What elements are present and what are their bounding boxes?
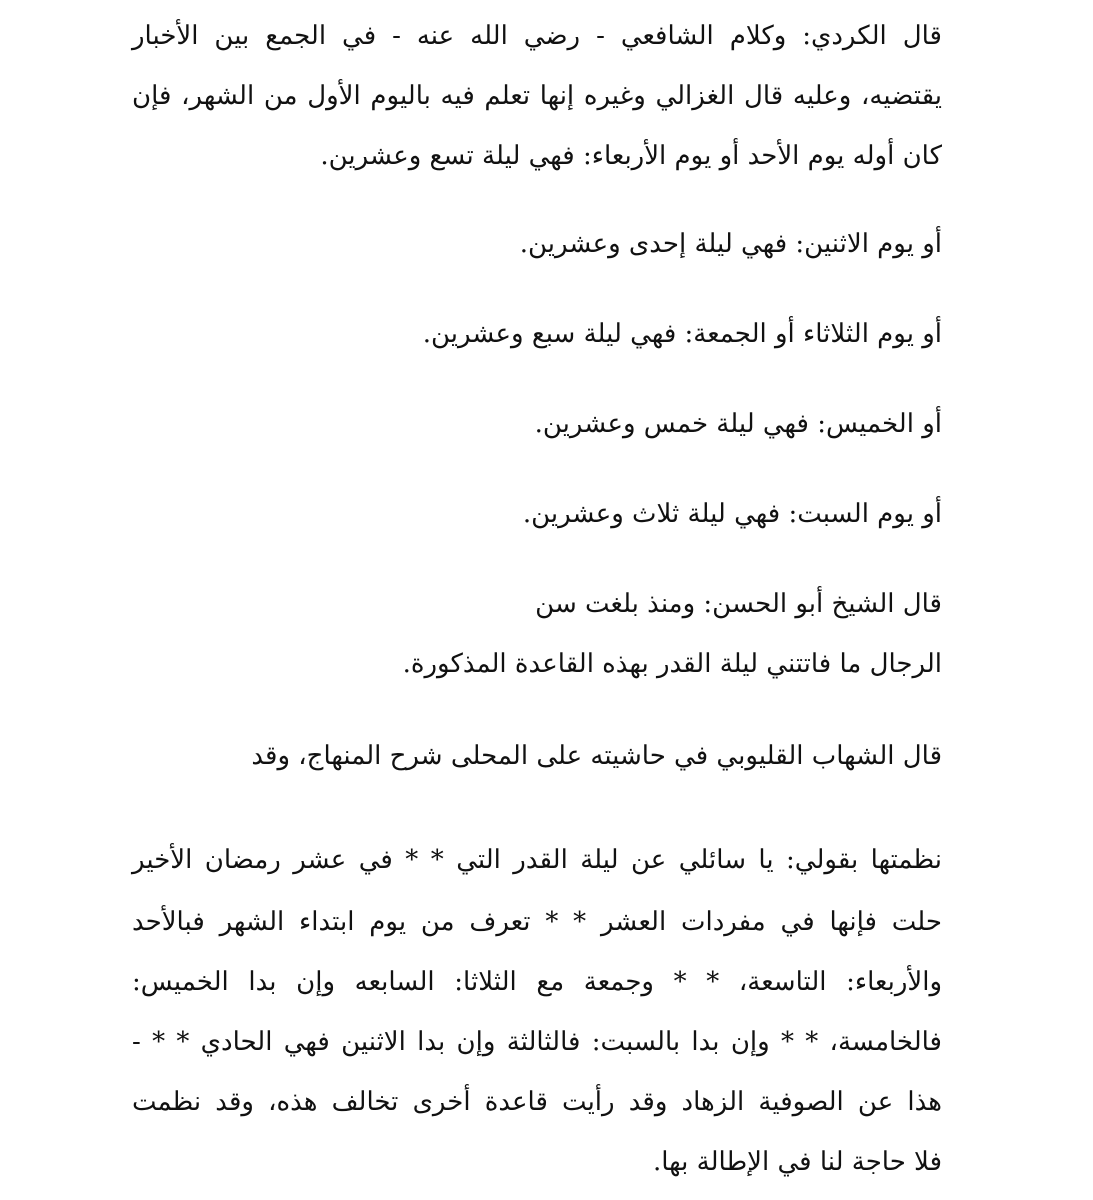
paragraph-8-line-3: والأربعاء: التاسعة، * * وجمعة مع الثلاثا: السابعه وإن بدا الخميس:	[132, 967, 942, 997]
paragraph-8-line-4: فالخامسة، * * وإن بدا بالسبت: فالثالثة وإن بدا الاثنين فهي الحادي * * -	[132, 1027, 942, 1057]
paragraph-4-line-1: أو الخميس: فهي ليلة خمس وعشرين.	[534, 409, 942, 439]
paragraph-6-line-2: الرجال ما فاتتني ليلة القدر بهذه القاعدة المذكورة.	[402, 649, 942, 679]
paragraph-2-line-1: أو يوم الاثنين: فهي ليلة إحدى وعشرين.	[519, 229, 942, 259]
paragraph-8-line-1: نظمتها بقولي: يا سائلي عن ليلة القدر التي * * في عشر رمضان الأخير	[132, 845, 942, 875]
paragraph-1-line-1: قال الكردي: وكلام الشافعي - رضي الله عنه - في الجمع بين الأخبار	[132, 21, 942, 51]
paragraph-5-line-1: أو يوم السبت: فهي ليلة ثلاث وعشرين.	[522, 499, 942, 529]
paragraph-6-line-1: قال الشيخ أبو الحسن: ومنذ بلغت سن	[535, 589, 942, 619]
paragraph-8-line-5: هذا عن الصوفية الزهاد وقد رأيت قاعدة أخرى تخالف هذه، وقد نظمت	[132, 1087, 942, 1117]
paragraph-8-line-6: فلا حاجة لنا في الإطالة بها.	[653, 1147, 942, 1177]
paragraph-7-line-1: قال الشهاب القليوبي في حاشيته على المحلى شرح المنهاج، وقد	[251, 741, 942, 771]
document-page	[132, 0, 942, 1200]
paragraph-1-line-3: كان أوله يوم الأحد أو يوم الأربعاء: فهي ليلة تسع وعشرين.	[320, 141, 942, 171]
paragraph-3-line-1: أو يوم الثلاثاء أو الجمعة: فهي ليلة سبع وعشرين.	[422, 319, 942, 349]
paragraph-1-line-2: يقتضيه، وعليه قال الغزالي وغيره إنها تعلم فيه باليوم الأول من الشهر، فإن	[132, 81, 942, 111]
paragraph-8-line-2: حلت فإنها في مفردات العشر * * تعرف من يوم ابتداء الشهر فبالأحد	[132, 907, 942, 937]
